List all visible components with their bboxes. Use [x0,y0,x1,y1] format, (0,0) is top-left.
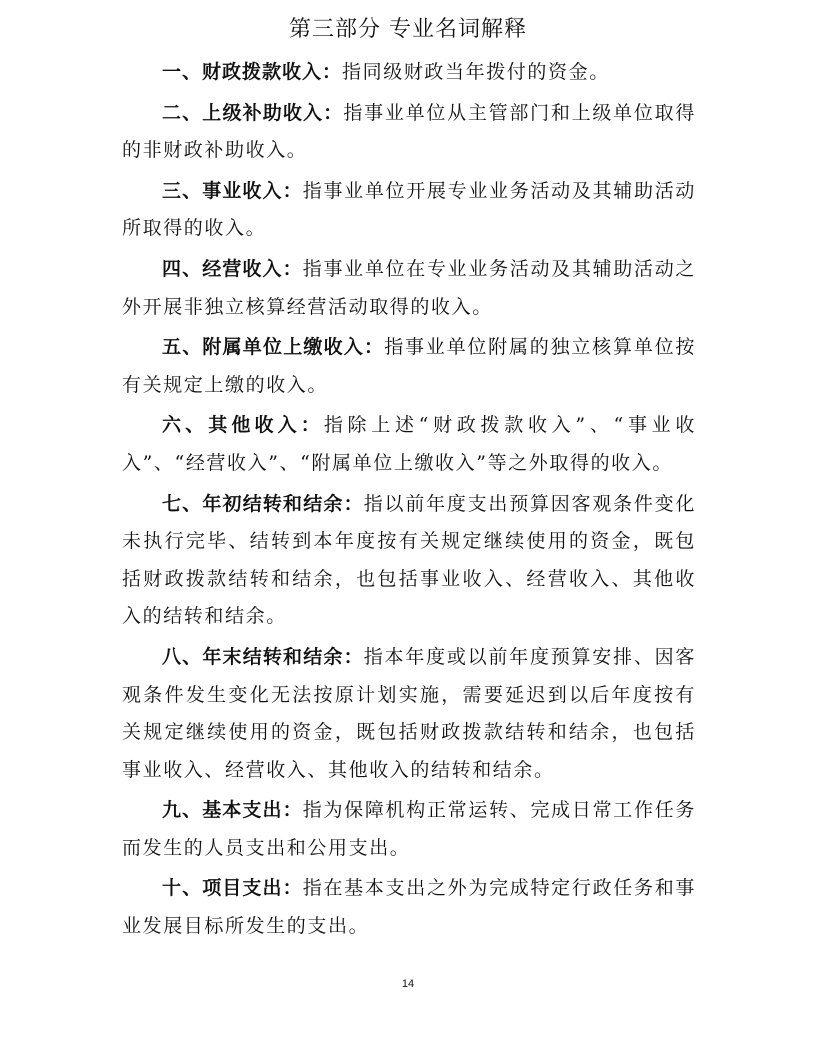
page-number: 14 [401,978,415,990]
glossary-entry [122,407,696,482]
glossary-term: 八、年末结转和结余： [162,645,364,668]
glossary-definition: 指本年度或以前年度预算安排、因客观条件发生变化无法按原计划实施，需要延迟到以后年度按有关规定继续使用的资金，既包括财政拨款结转和结余，也包括事业收入、经营收入、其他收入的结转和结余。 [122,645,696,781]
glossary-term: 四、经营收入： [162,257,303,280]
glossary-definition: 指事业单位从主管部门和上级单位取得的非财政补助收入。 [122,101,696,162]
page-title: 第三部分 专业名词解释 [289,17,527,42]
glossary-term: 六、其他收入： [162,414,324,437]
glossary-definition: 指为保障机构正常运转、完成日常工作任务而发生的人员支出和公用支出。 [122,799,696,859]
glossary-entry [122,639,696,789]
glossary-entry [122,329,696,404]
glossary-term: 七、年初结转和结余： [162,492,364,515]
glossary-definition: 指在基本支出之外为完成特定行政任务和事业发展目标所发生的支出。 [122,877,696,938]
glossary-term: 九、基本支出： [162,799,303,822]
glossary-entry [122,54,696,92]
glossary-entry [122,486,696,636]
glossary-definition: 指同级财政当年拨付的资金。 [342,61,610,83]
glossary-body [122,54,696,949]
glossary-entry [122,95,696,170]
glossary-term: 二、上级补助收入： [162,101,344,124]
glossary-definition: 指事业单位在专业业务活动及其辅助活动之外开展非独立核算经营活动取得的收入。 [122,257,696,318]
glossary-definition: 指事业单位附属的独立核算单位按有关规定上缴的收入。 [122,336,696,396]
glossary-definition: 指除上述“财政拨款收入”、“事业收入”、“经营收入”、“附属单位上缴收入”等之外取得的收入。 [122,414,696,474]
glossary-term: 五、附属单位上缴收入： [162,336,385,359]
glossary-term: 十、项目支出： [162,877,303,900]
glossary-term: 三、事业收入： [162,179,303,202]
glossary-entry [122,792,696,867]
glossary-entry [122,870,696,945]
glossary-definition: 指事业单位开展专业业务活动及其辅助活动所取得的收入。 [122,179,696,240]
glossary-definition: 指以前年度支出预算因客观条件变化未执行完毕、结转到本年度按有关规定继续使用的资金，既包括财政拨款结转和结余，也包括事业收入、经营收入、其他收入的结转和结余。 [122,492,696,628]
glossary-entry [122,173,696,248]
glossary-entry [122,251,696,326]
glossary-term: 一、财政拨款收入： [162,61,343,83]
